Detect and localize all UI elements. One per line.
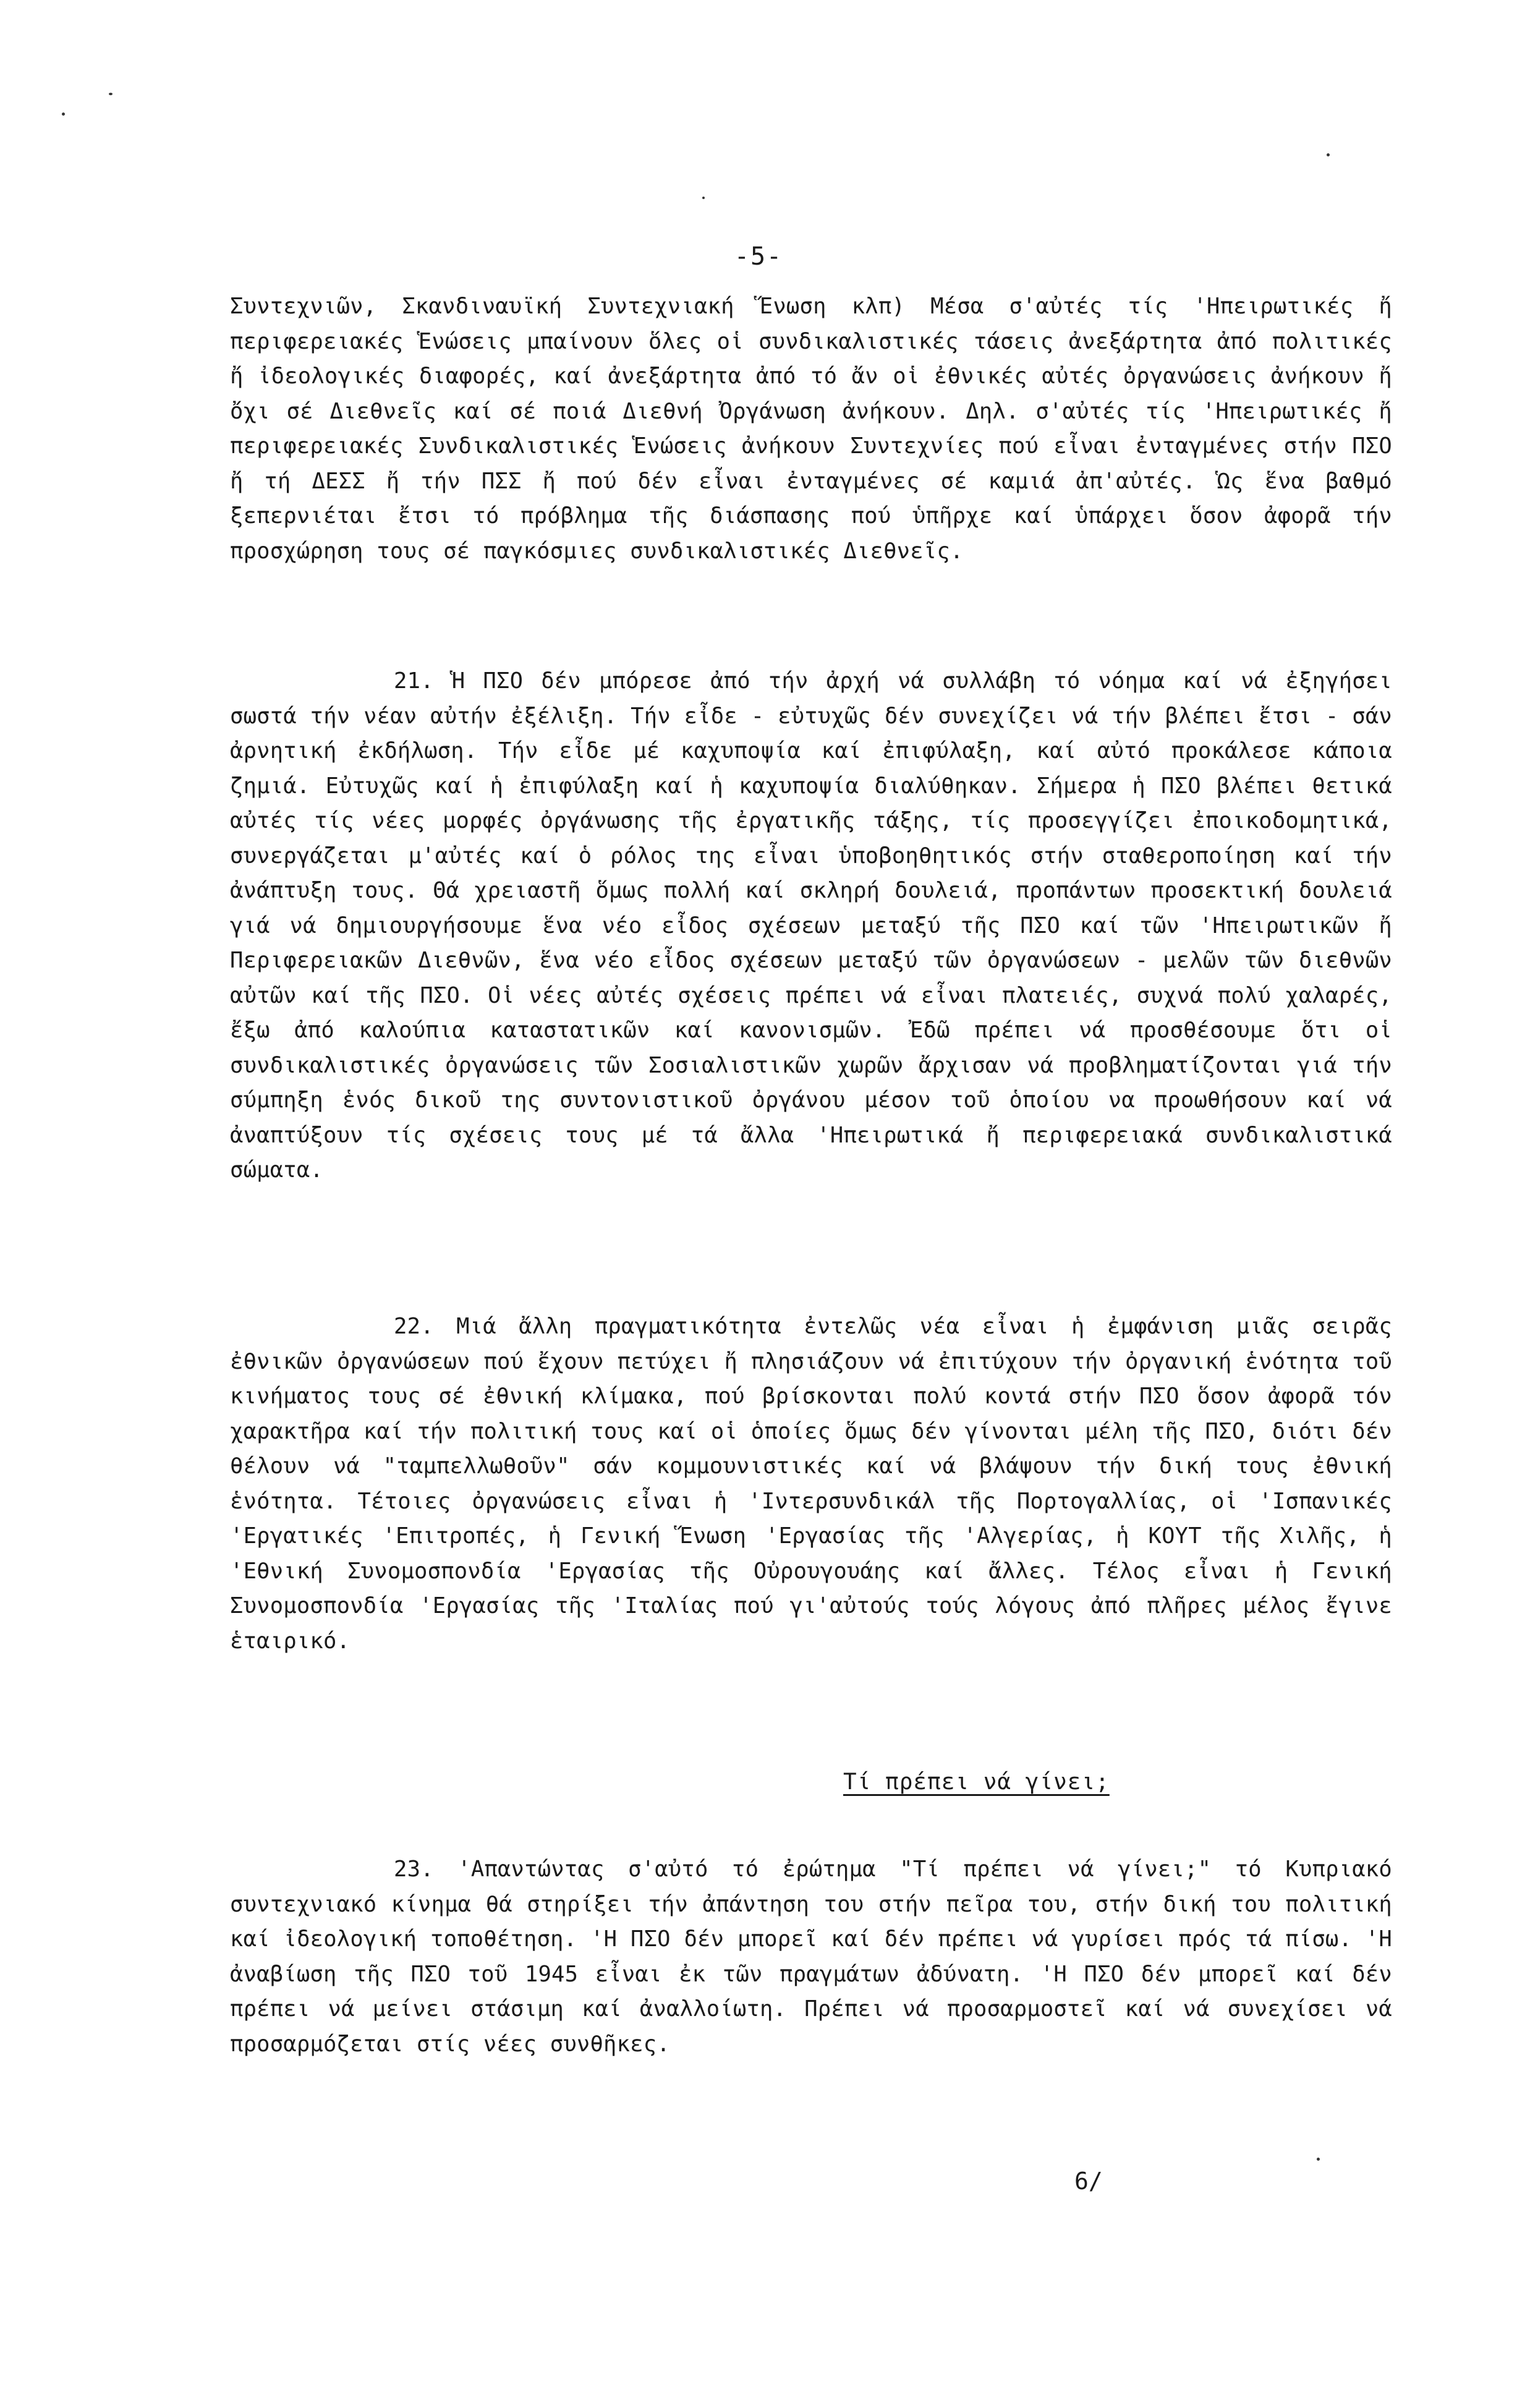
paragraph-23: 23. 'Απαντώντας σ'αὐτό τό ἐρώτημα "Τί πρέπει νά γίνει;" τό Κυπριακό συντεχνιακό κίνημα θά στηρίξει τήν ἀπάντηση του στήν πεῖρα του, στήν δική του πολιτική καί ἰδεολογική τοποθέτηση. 'Η ΠΣΟ δέν μπορεῖ καί δέν πρέπει νά γυρίσει πρός τά πίσω. 'Η ἀναβίωση τῆς ΠΣΟ τοῦ 1945 εἶναι ἐκ τῶν πραγμάτων ἀδύνατη. 'Η ΠΣΟ δέν μπορεῖ καί δέν πρέπει νά μείνει στάσιμη καί ἀναλλοίωτη. Πρέπει νά προσαρμοστεῖ καί νά συνεχίσει νά προσαρμόζεται στίς νέες συνθῆκες.	[230, 1857, 1392, 2057]
scan-speck	[702, 197, 705, 199]
paragraph-22: 22. Μιά ἄλλη πραγματικότητα ἐντελῶς νέα εἶναι ἡ ἐμφάνιση μιᾶς σειρᾶς ἐθνικῶν ὀργανώσεων πού ἔχουν πετύχει ἤ πλησιάζουν νά ἐπιτύχουν τήν ὀργανική ἑνότητα τοῦ κινήματος τους σέ ἐθνική κλίμακα, πού βρίσκονται πολύ κοντά στήν ΠΣΟ ὅσον ἀφορᾶ τόν χαρακτῆρα καί τήν πολιτική τους καί οἱ ὁποίες ὅμως δέν γίνονται μέλη τῆς ΠΣΟ, διότι δέν θέλουν νά "ταμπελλωθοῦν" σάν κομμουνιστικές καί νά βλάψουν τήν δική τους ἐθνική ἑνότητα. Τέτοιες ὀργανώσεις εἶναι ἡ 'Ιντερσυνδικάλ τῆς Πορτογαλλίας, οἱ 'Ισπανικές 'Εργατικές 'Επιτροπές, ἡ Γενική Ἕνωση 'Εργασίας τῆς 'Αλγερίας, ἡ ΚΟΥΤ τῆς Χιλῆς, ἡ 'Εθνική Συνομοσπονδία 'Εργασίας τῆς Οὐρουγουάης καί ἄλλες. Τέλος εἶναι ἡ Γενική Συνομοσπονδία 'Εργασίας τῆς 'Ιταλίας πού γι'αὐτούς τούς λόγους ἀπό πλῆρες μέλος ἔγινε ἑταιρικό.	[230, 1314, 1392, 1654]
scan-speck	[1327, 153, 1330, 156]
section-heading: Τί πρέπει νά γίνει;	[843, 1769, 1110, 1795]
scan-speck	[62, 113, 65, 116]
page-number: -5-	[734, 242, 783, 271]
paragraph-intro-continuation: Συντεχνιῶν, Σκανδιναυϊκή Συντεχνιακή Ἕνωση κλπ) Μέσα σ'αὐτές τίς 'Ηπειρωτικές ἤ περιφερειακές Ἑνώσεις μπαίνουν ὅλες οἱ συνδικαλιστικές τάσεις ἀνεξάρτητα ἀπό πολιτικές ἤ ἰδεολογικές διαφορές, καί ἀνεξάρτητα ἀπό τό ἄν οἱ ἐθνικές αὐτές ὀργανώσεις ἀνήκουν ἤ ὄχι σέ Διεθνεῖς καί σέ ποιά Διεθνή Ὀργάνωση ἀνήκουν. Δηλ. σ'αὐτές τίς 'Ηπειρωτικές ἤ περιφερειακές Συνδικαλιστικές Ἑνώσεις ἀνήκουν Συντεχνίες πού εἶναι ἐνταγμένες στήν ΠΣΟ ἤ τή ΔΕΣΣ ἤ τήν ΠΣΣ ἤ πού δέν εἶναι ἐνταγμένες σέ καμιά ἀπ'αὐτές. Ὡς ἕνα βαθμό ξεπερνιέται ἔτσι τό πρόβλημα τῆς διάσπασης πού ὑπῆρχε καί ὑπάρχει ὅσον ἀφορᾶ τήν προσχώρηση τους σέ παγκόσμιες συνδικαλιστικές Διεθνεῖς.	[230, 294, 1392, 564]
continuation-marker: 6/	[1074, 2168, 1103, 2195]
scan-speck	[1317, 2158, 1320, 2161]
scan-speck	[109, 93, 113, 95]
paragraph-21: 21. Ἡ ΠΣΟ δέν μπόρεσε ἀπό τήν ἀρχή νά συλλάβη τό νόημα καί νά ἐξηγήσει σωστά τήν νέαν αὐτήν ἐξέλιξη. Τήν εἶδε - εὐτυχῶς δέν συνεχίζει νά τήν βλέπει ἔτσι - σάν ἀρνητική ἐκδήλωση. Τήν εἶδε μέ καχυποψία καί ἐπιφύλαξη, καί αὐτό προκάλεσε κάποια ζημιά. Εὐτυχῶς καί ἡ ἐπιφύλαξη καί ἡ καχυποψία διαλύθηκαν. Σήμερα ἡ ΠΣΟ βλέπει θετικά αὐτές τίς νέες μορφές ὀργάνωσης τῆς ἐργατικῆς τάξης, τίς προσεγγίζει ἐποικοδομητικά, συνεργάζεται μ'αὐτές καί ὁ ρόλος της εἶναι ὑποβοηθητικός στήν σταθεροποίηση καί τήν ἀνάπτυξη τους. Θά χρειαστῆ ὅμως πολλή καί σκληρή δουλειά, προπάντων προσεκτική δουλειά γιά νά δημιουργήσουμε ἕνα νέο εἶδος σχέσεων μεταξύ τῆς ΠΣΟ καί τῶν 'Ηπειρωτικῶν ἤ Περιφερειακῶν Διεθνῶν, ἕνα νέο εἶδος σχέσεων μεταξύ τῶν ὀργανώσεων - μελῶν τῶν διεθνῶν αὐτῶν καί τῆς ΠΣΟ. Οἱ νέες αὐτές σχέσεις πρέπει νά εἶναι πλατειές, συχνά πολύ χαλαρές, ἔξω ἀπό καλούπια καταστατικῶν καί κανονισμῶν. Ἐδῶ πρέπει νά προσθέσουμε ὅτι οἱ συνδικαλιστικές ὀργανώσεις τῶν Σοσιαλιστικῶν χωρῶν ἄρχισαν νά προβληματίζονται γιά τήν σύμπηξη ἑνός δικοῦ της συντονιστικοῦ ὀργάνου μέσον τοῦ ὁποίου να προωθήσουν καί νά ἀναπτύξουν τίς σχέσεις τους μέ τά ἄλλα 'Ηπειρωτικά ἤ περιφερειακά συνδικαλιστικά σώματα.	[230, 668, 1392, 1183]
